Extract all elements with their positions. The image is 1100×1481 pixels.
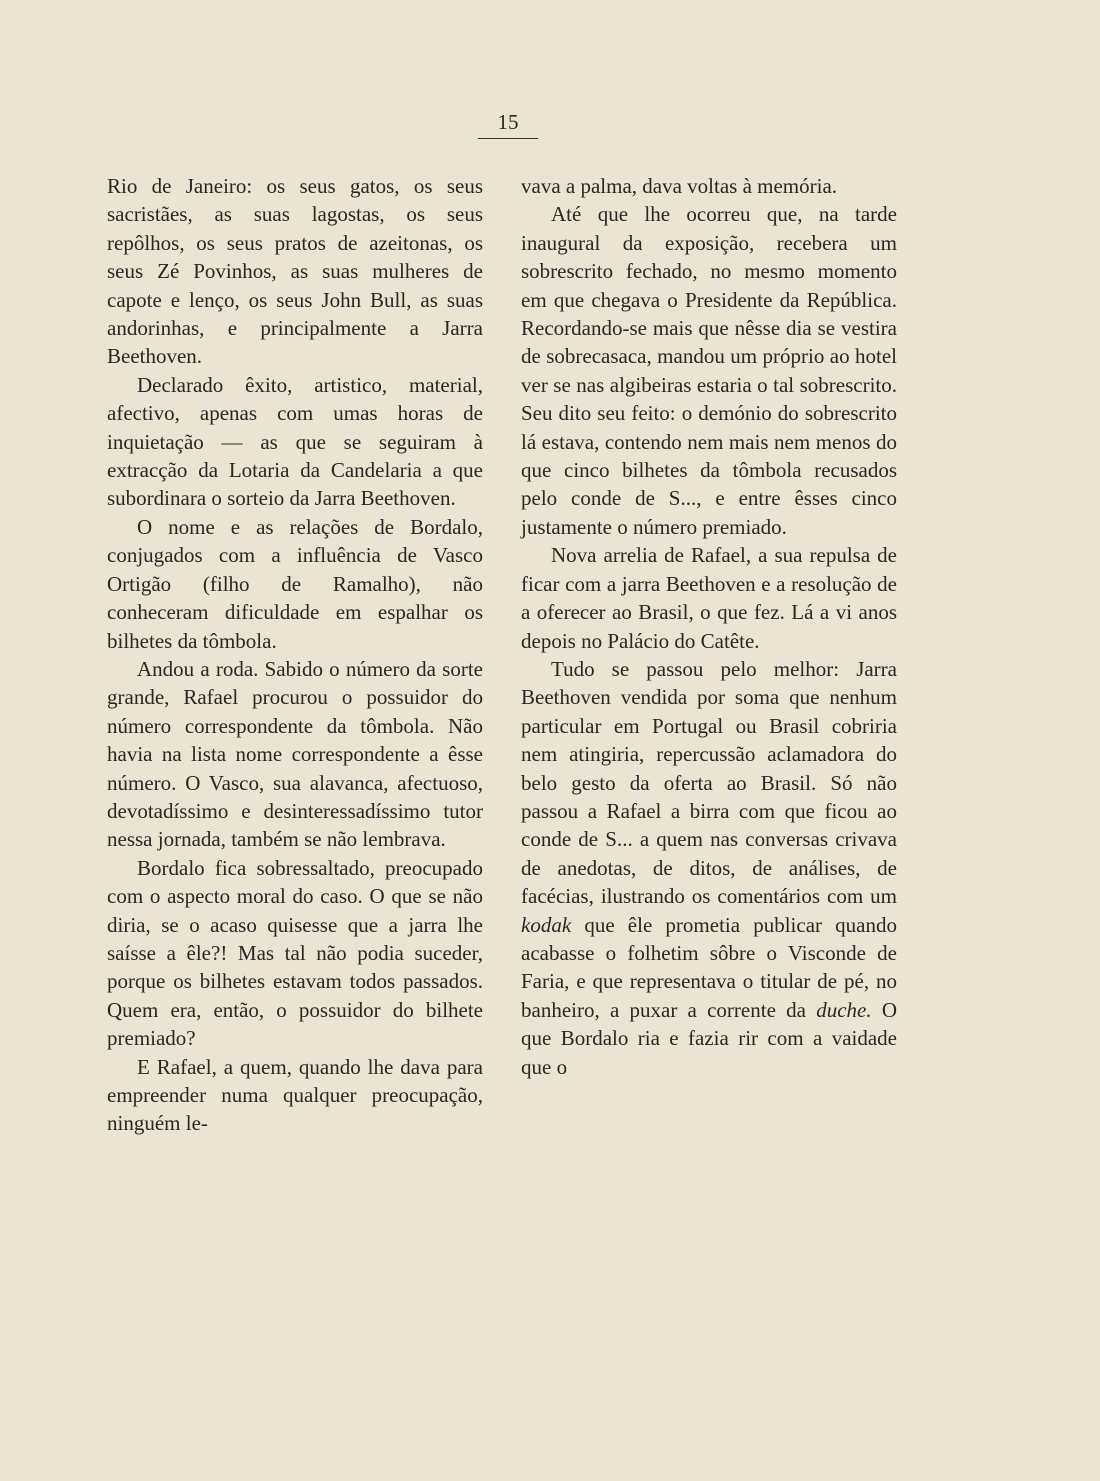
paragraph: Nova arrelia de Rafael, a sua repulsa de ficar com a jarra Beethoven e a resolução de a oferecer ao Brasil, o que fez. Lá a vi anos depois no Palácio do Catête. — [521, 543, 897, 653]
paragraph: Bordalo fica sobressaltado, preocupado com o aspecto moral do caso. O que se não diria, se o acaso quisesse que a jarra lhe saísse a êle?! Mas tal não podia suceder, porque os bilhetes estavam todos passados. Quem era, então, o possuidor do bilhete premiado? — [107, 855, 483, 1051]
paragraph: Até que lhe ocorreu que, na tarde inaugural da exposição, recebera um sobrescrito fechado, no mesmo momento em que chegava o Presidente da República. Recordando-se mais que nêsse dia se vestira de sobrecasaca, mandou um próprio ao hotel ver se nas algibeiras estaria o tal sobrescrito. Seu dito seu feito: o demónio do sobrescrito lá estava, contendo nem mais nem menos do que cinco bilhetes da tômbola recusados pelo conde de S..., e entre êsses cinco justamente o número premiado. — [521, 202, 897, 539]
italic-term: kodak — [521, 912, 572, 937]
paragraph: E Rafael, a quem, quando lhe dava para empreender numa qualquer preocupação, ninguém le- — [107, 1054, 483, 1136]
paragraph — [521, 655, 897, 1081]
paragraph: vava a palma, dava voltas à memória. — [521, 174, 838, 198]
paragraph-text: que êle prometia publicar quando acabasse o folhetim sôbre o Visconde de Faria, e que representava o titular de pé, no banheiro, a puxar a corrente da — [521, 912, 897, 1022]
left-column — [107, 172, 483, 1138]
paragraph-text: O que Bordalo ria e fazia rir com a vaidade que o — [521, 997, 897, 1079]
paragraph: O nome e as relações de Bordalo, conjugados com a influência de Vasco Ortigão (filho de Ramalho), não conheceram dificuldade em espalhar os bilhetes da tômbola. — [107, 514, 483, 653]
paragraph: Andou a roda. Sabido o número da sorte grande, Rafael procurou o possuidor do número correspondente da tômbola. Não havia na lista nome correspondente a êsse número. O Vasco, sua alavanca, afectuoso, devotadíssimo e desinteressadíssimo tutor nessa jornada, também se não lembrava. — [107, 656, 483, 852]
paragraph-text: Tudo se passou pelo melhor: Jarra Beethoven vendida por soma que nenhum particular em Portugal ou Brasil cobriria nem atingiria, repercussão aclamadora do belo gesto da oferta ao Brasil. Só não passou a Rafael a birra com que ficou ao conde de S... a quem nas conversas crivava de anedotas, de ditos, de análises, de facécias, ilustrando os comentários com um — [521, 656, 897, 909]
paragraph: Rio de Janeiro: os seus gatos, os seus sacristães, as suas lagostas, os seus repôlhos, os seus pratos de azeitonas, os seus Zé Povinhos, as suas mulheres de capote e lenço, os seus John Bull, as suas andorinhas, e principalmente a Jarra Beethoven. — [107, 174, 483, 369]
right-column — [521, 172, 897, 1081]
italic-term: duche. — [816, 997, 872, 1022]
paragraph: Declarado êxito, artistico, material, afectivo, apenas com umas horas de inquietação — as que se seguiram à extracção da Lotaria da Candelaria a que subordinara o sorteio da Jarra Beethoven. — [107, 372, 483, 511]
page-number: 15 — [478, 110, 538, 139]
